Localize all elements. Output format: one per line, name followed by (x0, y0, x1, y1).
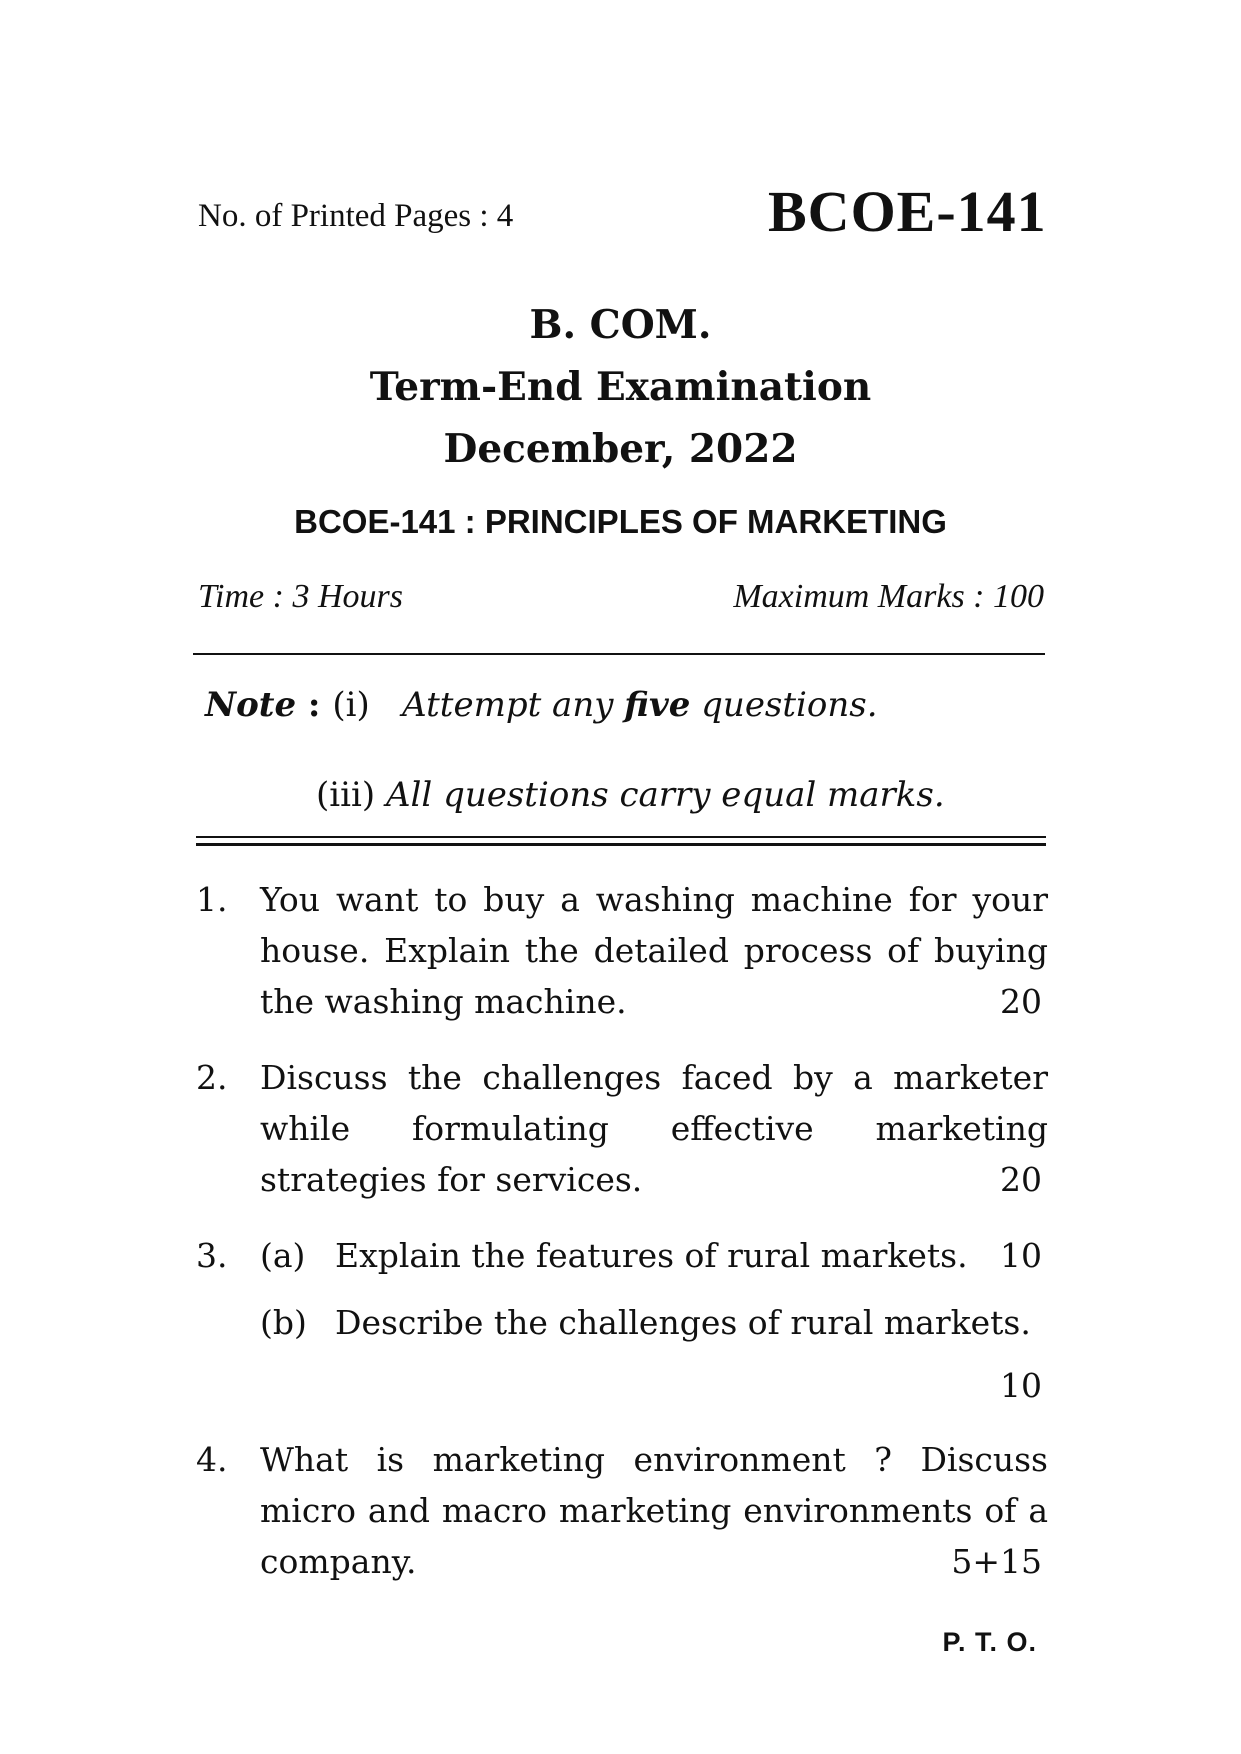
note-item-2-text: All questions carry equal marks. (385, 775, 945, 815)
question-line: What is marketing environment ? Discuss (260, 1440, 1048, 1479)
part-label: (b) (260, 1303, 307, 1342)
question-line: micro and macro marketing environments of a (260, 1491, 1048, 1530)
question-3 (196, 1230, 1048, 1405)
part-label: (a) (260, 1236, 306, 1275)
question-line: Discuss the challenges faced by a marketer (260, 1058, 1048, 1097)
paper-code: BCOE-141 (768, 179, 1047, 244)
exam-session: December, 2022 (443, 426, 798, 472)
part-text: Describe the challenges of rural markets. (335, 1303, 1031, 1342)
exam-time: Time : 3 Hours (198, 578, 403, 615)
printed-pages-count: No. of Printed Pages : 4 (198, 198, 514, 234)
note-instruction-2 (316, 775, 945, 815)
header-divider (193, 653, 1045, 655)
question-marks: 5+15 (951, 1542, 1042, 1581)
question-marks: 20 (1000, 982, 1042, 1021)
question-marks: 20 (1000, 1160, 1042, 1199)
part-text: Explain the features of rural markets. (335, 1236, 968, 1275)
question-number: 1. (196, 880, 228, 919)
exam-title: Term-End Examination (369, 364, 872, 410)
question-line: while formulating effective marketing (260, 1109, 1048, 1148)
question-number: 2. (196, 1058, 228, 1097)
note-label: Note (205, 685, 297, 725)
question-line: house. Explain the detailed process of buying (260, 931, 1048, 970)
question-line: strategies for services. (260, 1160, 643, 1199)
note-item-1-emphasis: five (624, 685, 691, 725)
note-item-1-pre: Attempt any (402, 685, 625, 725)
please-turn-over: P. T. O. (942, 1627, 1037, 1657)
part-marks: 10 (1000, 1366, 1042, 1405)
question-line: the washing machine. (260, 982, 627, 1021)
note-double-divider (196, 836, 1046, 846)
question-number: 4. (196, 1440, 228, 1479)
question-line: You want to buy a washing machine for your (260, 880, 1048, 919)
note-item-1-number: (i) (332, 685, 370, 725)
part-marks: 10 (1000, 1236, 1042, 1275)
question-number: 3. (196, 1236, 228, 1275)
note-instruction-1 (205, 685, 878, 725)
note-item-2-number: (iii) (316, 775, 376, 815)
question-line: company. (260, 1542, 417, 1581)
paper-title: BCOE-141 : PRINCIPLES OF MARKETING (294, 503, 947, 540)
maximum-marks: Maximum Marks : 100 (733, 578, 1044, 615)
note-colon: : (296, 685, 333, 725)
degree-title: B. COM. (529, 302, 712, 348)
note-item-1-post: questions. (690, 685, 878, 725)
